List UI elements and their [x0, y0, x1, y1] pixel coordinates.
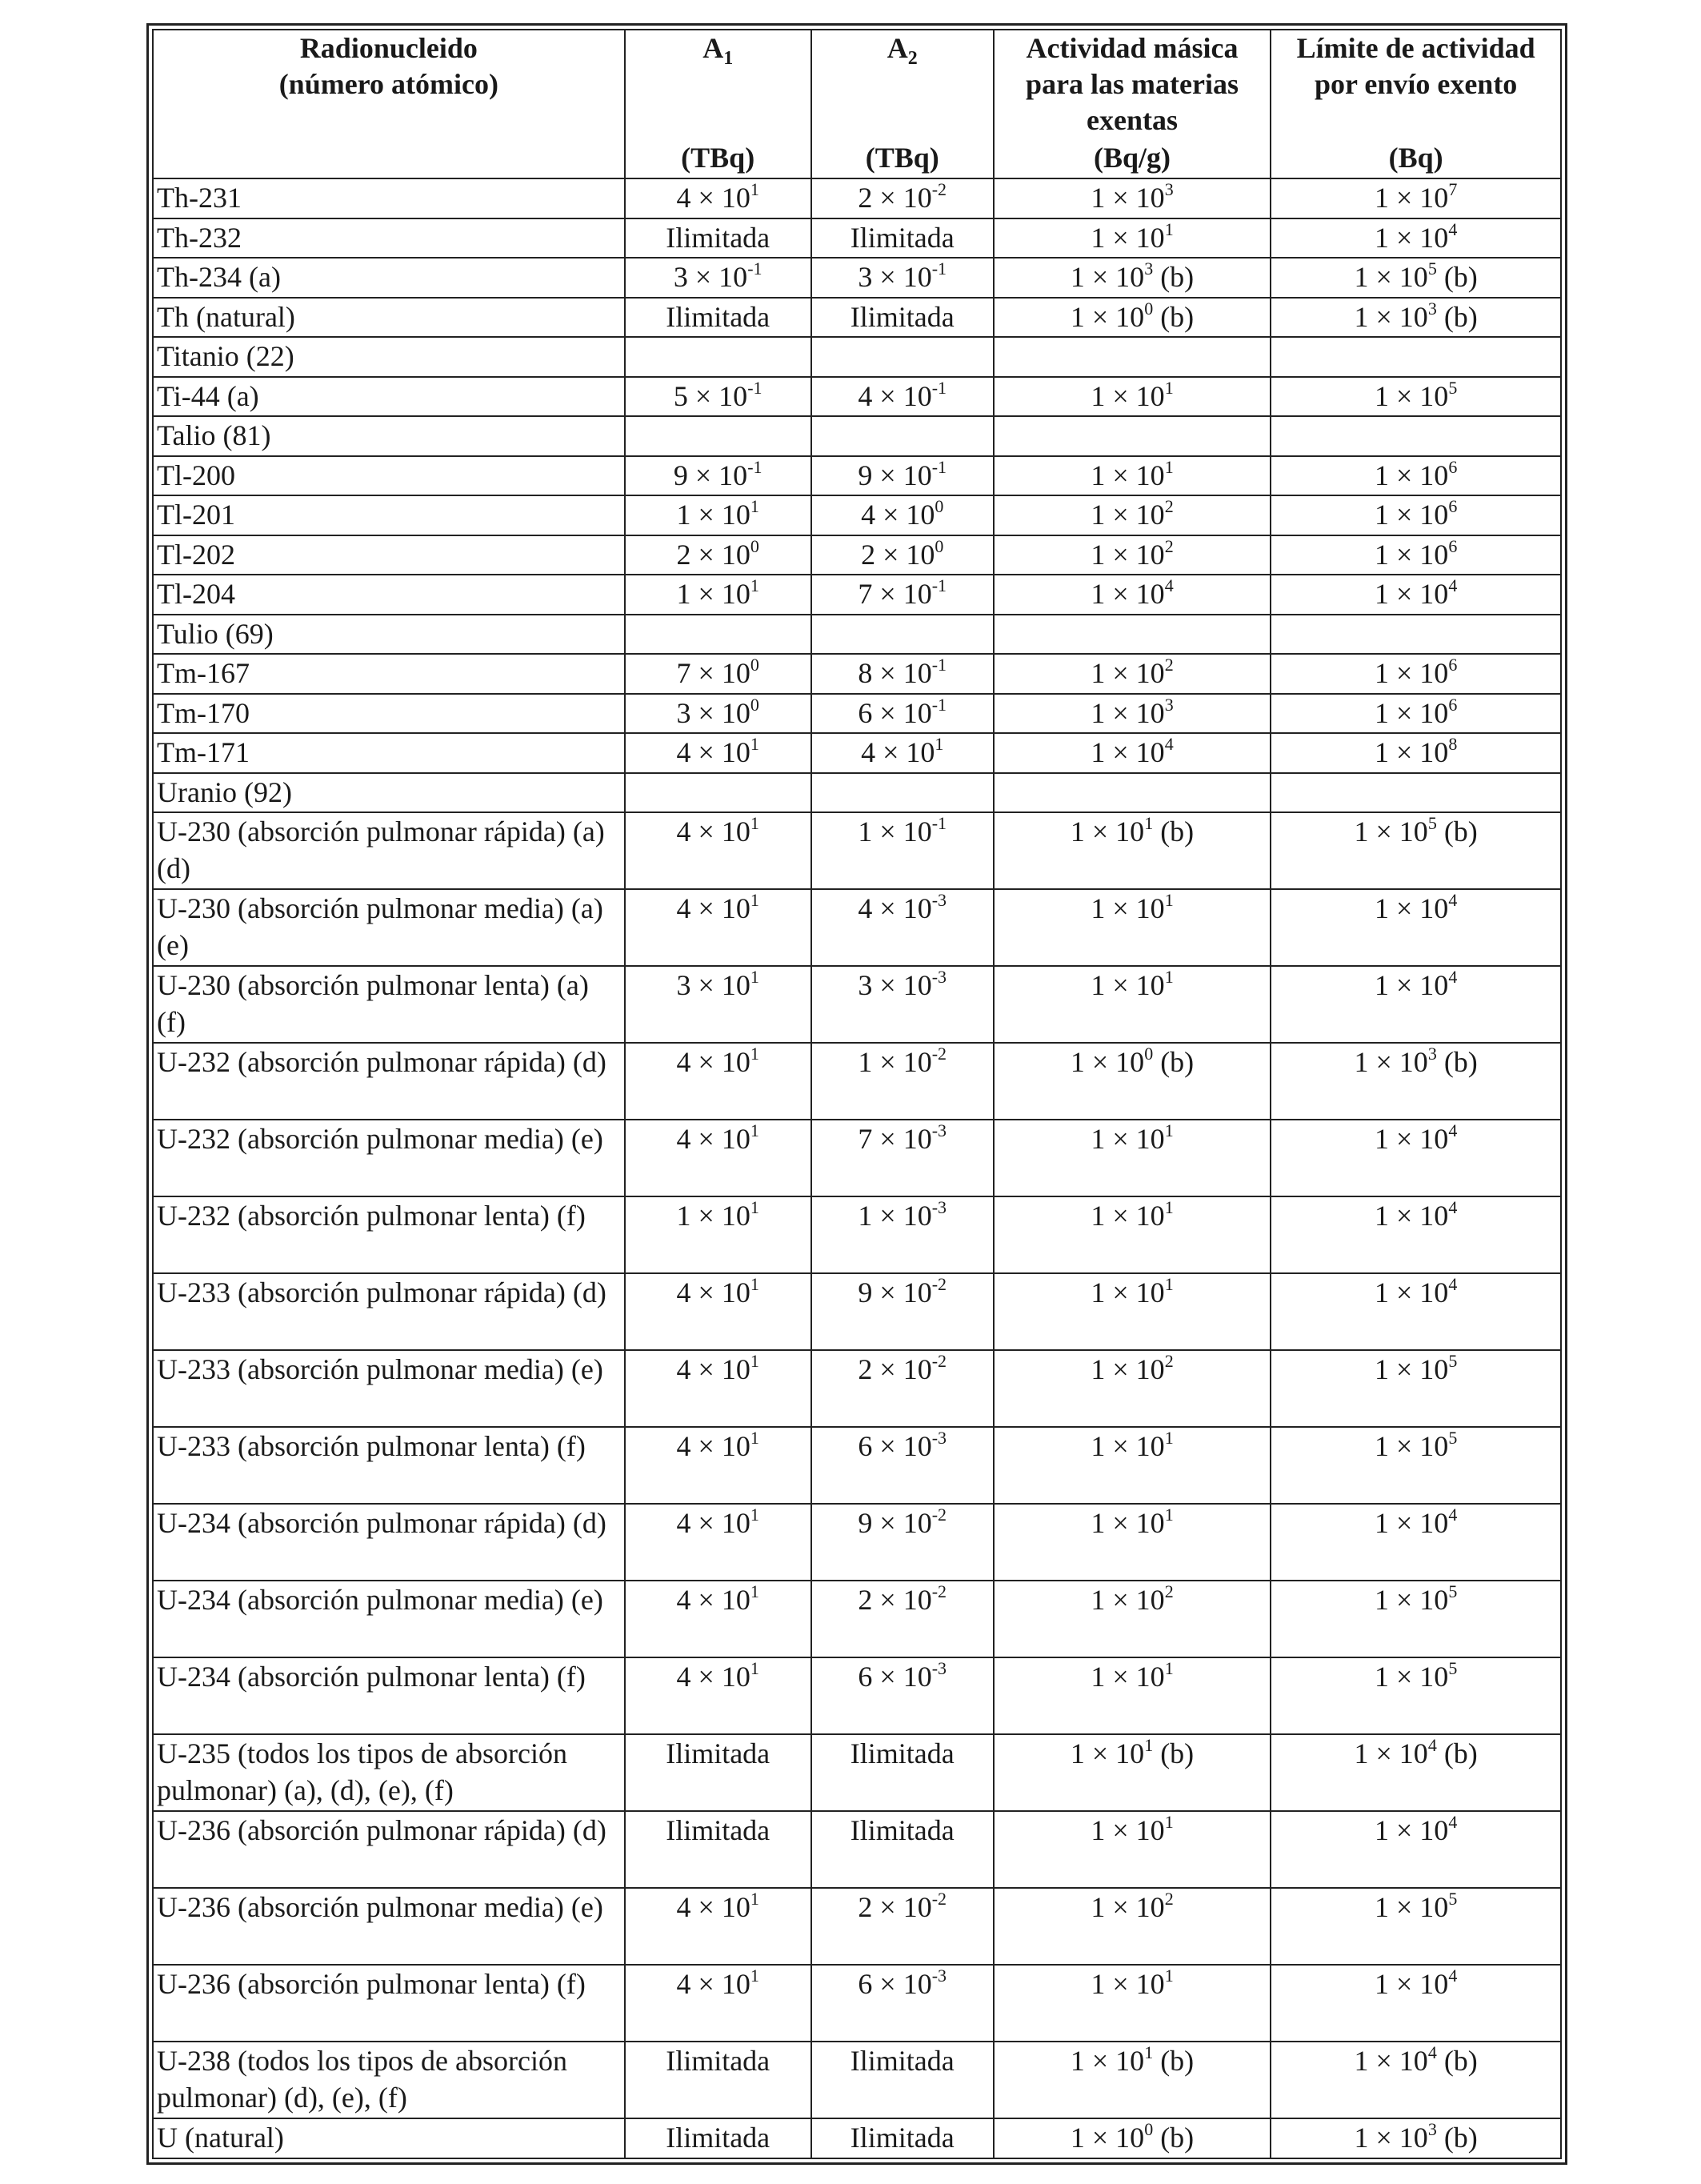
- mass-cell: $1 \times 10^1$: [994, 1427, 1271, 1504]
- table-row: [153, 535, 1561, 575]
- limit-cell: $1 \times 10^6$: [1271, 456, 1561, 496]
- table-row: [153, 575, 1561, 615]
- a2-cell: $4 \times 10^{-3}$: [811, 889, 994, 966]
- radionuclide-cell: Tl-201: [153, 495, 625, 535]
- limit-cell: $1 \times 10^4$: [1271, 889, 1561, 966]
- radionuclide-cell: U-234 (absorción pulmonar lenta) (f): [153, 1657, 625, 1734]
- a2-cell: $2 \times 10^{-2}$: [811, 1350, 994, 1427]
- a1-cell: $4 \times 10^1$: [625, 889, 811, 966]
- limit-cell: $1 \times 10^5$: [1271, 1427, 1561, 1504]
- mass-cell: $1 \times 10^1$ (b): [994, 812, 1271, 889]
- table-row: [153, 1273, 1561, 1350]
- radionuclide-cell: U-236 (absorción pulmonar media) (e): [153, 1888, 625, 1965]
- a2-cell: $2 \times 10^{-2}$: [811, 1581, 994, 1657]
- limit-cell: $1 \times 10^5$: [1271, 1888, 1561, 1965]
- table-row: [153, 178, 1561, 218]
- table-row: [153, 1811, 1561, 1888]
- table-row: [153, 1888, 1561, 1965]
- a1-cell: $4 \times 10^1$: [625, 1581, 811, 1657]
- radionuclide-cell: Tl-204: [153, 575, 625, 615]
- header-mass-activity: [994, 30, 1271, 178]
- mass-cell: $1 \times 10^1$: [994, 966, 1271, 1043]
- a1-cell: $4 \times 10^1$: [625, 1965, 811, 2042]
- header-radionuclide-title: Radionucleido (número atómico): [278, 32, 498, 100]
- limit-cell: $1 \times 10^4$: [1271, 1965, 1561, 2042]
- a1-cell: $4 \times 10^1$: [625, 1350, 811, 1427]
- a2-cell: $3 \times 10^{-3}$: [811, 966, 994, 1043]
- limit-cell: [1271, 615, 1561, 655]
- radionuclide-cell: Tm-170: [153, 694, 625, 734]
- radionuclide-cell: Ti-44 (a): [153, 377, 625, 417]
- radionuclide-cell: U-234 (absorción pulmonar rápida) (d): [153, 1504, 625, 1581]
- a1-cell: $1 \times 10^1$: [625, 1196, 811, 1273]
- a2-cell: $2 \times 10^0$: [811, 535, 994, 575]
- a1-cell: Ilimitada: [625, 1734, 811, 1811]
- radionuclide-cell: Th-231: [153, 178, 625, 218]
- radionuclide-cell: U-238 (todos los tipos de absorción pulmonar) (d), (e), (f): [153, 2042, 625, 2118]
- mass-cell: $1 \times 10^1$ (b): [994, 2042, 1271, 2118]
- table-row: [153, 966, 1561, 1043]
- limit-cell: $1 \times 10^4$: [1271, 1504, 1561, 1581]
- a1-cell: $4 \times 10^1$: [625, 733, 811, 773]
- limit-cell: $1 \times 10^5$: [1271, 377, 1561, 417]
- radionuclide-cell: U-232 (absorción pulmonar lenta) (f): [153, 1196, 625, 1273]
- a1-cell: $4 \times 10^1$: [625, 1888, 811, 1965]
- table-row: [153, 812, 1561, 889]
- a2-cell: [811, 615, 994, 655]
- radionuclide-cell: U-230 (absorción pulmonar lenta) (a) (f): [153, 966, 625, 1043]
- a1-cell: $4 \times 10^1$: [625, 178, 811, 218]
- limit-cell: $1 \times 10^5$ (b): [1271, 812, 1561, 889]
- radionuclide-cell: Th-232: [153, 218, 625, 258]
- header-a1-title: $A_1$: [702, 32, 734, 70]
- table-row: [153, 1350, 1561, 1427]
- mass-cell: $1 \times 10^1$: [994, 1273, 1271, 1350]
- mass-cell: $1 \times 10^4$: [994, 575, 1271, 615]
- a1-cell: [625, 337, 811, 377]
- header-a1-unit: (TBq): [681, 142, 755, 174]
- header-row: [153, 30, 1561, 178]
- radionuclide-cell: Talio (81): [153, 416, 625, 456]
- radionuclide-cell: U (natural): [153, 2118, 625, 2158]
- limit-cell: [1271, 337, 1561, 377]
- limit-cell: $1 \times 10^4$: [1271, 1120, 1561, 1196]
- table-row: [153, 1965, 1561, 2042]
- limit-cell: $1 \times 10^5$: [1271, 1350, 1561, 1427]
- table-row: [153, 1043, 1561, 1120]
- a2-cell: Ilimitada: [811, 1734, 994, 1811]
- limit-cell: $1 \times 10^4$: [1271, 966, 1561, 1043]
- a1-cell: $4 \times 10^1$: [625, 1427, 811, 1504]
- radionuclide-cell: Uranio (92): [153, 773, 625, 813]
- table-row: [153, 1196, 1561, 1273]
- mass-cell: $1 \times 10^1$ (b): [994, 1734, 1271, 1811]
- header-activity-limit-unit: (Bq): [1388, 142, 1443, 174]
- mass-cell: $1 \times 10^2$: [994, 654, 1271, 694]
- a2-cell: Ilimitada: [811, 2042, 994, 2118]
- a1-cell: [625, 416, 811, 456]
- limit-cell: $1 \times 10^6$: [1271, 535, 1561, 575]
- mass-cell: $1 \times 10^1$: [994, 1811, 1271, 1888]
- limit-cell: $1 \times 10^4$ (b): [1271, 2042, 1561, 2118]
- mass-cell: $1 \times 10^0$ (b): [994, 2118, 1271, 2158]
- mass-cell: $1 \times 10^2$: [994, 495, 1271, 535]
- a1-cell: $4 \times 10^1$: [625, 1504, 811, 1581]
- a1-cell: Ilimitada: [625, 298, 811, 338]
- a2-cell: $3 \times 10^{-1}$: [811, 258, 994, 298]
- a2-cell: [811, 337, 994, 377]
- radionuclide-cell: U-234 (absorción pulmonar media) (e): [153, 1581, 625, 1657]
- mass-cell: $1 \times 10^2$: [994, 1350, 1271, 1427]
- table-row: [153, 298, 1561, 338]
- header-a2-title: $A_2$: [887, 32, 918, 70]
- radionuclide-cell: U-230 (absorción pulmonar media) (a) (e): [153, 889, 625, 966]
- mass-cell: [994, 416, 1271, 456]
- a2-cell: $4 \times 10^{-1}$: [811, 377, 994, 417]
- a1-cell: Ilimitada: [625, 2042, 811, 2118]
- a2-cell: $9 \times 10^{-1}$: [811, 456, 994, 496]
- a1-cell: $1 \times 10^1$: [625, 575, 811, 615]
- mass-cell: $1 \times 10^3$ (b): [994, 258, 1271, 298]
- a2-cell: $1 \times 10^{-3}$: [811, 1196, 994, 1273]
- mass-cell: $1 \times 10^1$: [994, 1965, 1271, 2042]
- mass-cell: $1 \times 10^3$: [994, 694, 1271, 734]
- mass-cell: $1 \times 10^0$ (b): [994, 1043, 1271, 1120]
- radionuclide-cell: U-235 (todos los tipos de absorción pulmonar) (a), (d), (e), (f): [153, 1734, 625, 1811]
- a1-cell: $4 \times 10^1$: [625, 1120, 811, 1196]
- mass-cell: $1 \times 10^1$: [994, 1657, 1271, 1734]
- radionuclide-cell: Th-234 (a): [153, 258, 625, 298]
- a2-cell: $6 \times 10^{-3}$: [811, 1965, 994, 2042]
- radionuclide-cell: Tl-202: [153, 535, 625, 575]
- a1-cell: Ilimitada: [625, 1811, 811, 1888]
- a2-cell: $6 \times 10^{-3}$: [811, 1657, 994, 1734]
- table-row: [153, 1581, 1561, 1657]
- table-row: [153, 1734, 1561, 1811]
- a2-cell: $6 \times 10^{-3}$: [811, 1427, 994, 1504]
- header-activity-limit-title: Límite de actividad por envío exento: [1296, 32, 1535, 100]
- table-row: [153, 733, 1561, 773]
- mass-cell: [994, 615, 1271, 655]
- limit-cell: $1 \times 10^5$: [1271, 1657, 1561, 1734]
- a1-cell: $3 \times 10^1$: [625, 966, 811, 1043]
- a1-cell: $9 \times 10^{-1}$: [625, 456, 811, 496]
- a1-cell: Ilimitada: [625, 2118, 811, 2158]
- table-row: [153, 2118, 1561, 2158]
- table-row: [153, 495, 1561, 535]
- limit-cell: $1 \times 10^5$ (b): [1271, 258, 1561, 298]
- mass-cell: [994, 337, 1271, 377]
- limit-cell: $1 \times 10^6$: [1271, 654, 1561, 694]
- mass-cell: $1 \times 10^1$: [994, 889, 1271, 966]
- limit-cell: [1271, 416, 1561, 456]
- mass-cell: [994, 773, 1271, 813]
- header-a2: [811, 30, 994, 178]
- table-row: [153, 889, 1561, 966]
- table-row: [153, 1657, 1561, 1734]
- limit-cell: $1 \times 10^3$ (b): [1271, 1043, 1561, 1120]
- mass-cell: $1 \times 10^0$ (b): [994, 298, 1271, 338]
- a1-cell: $4 \times 10^1$: [625, 1657, 811, 1734]
- mass-cell: $1 \times 10^4$: [994, 733, 1271, 773]
- a1-cell: $4 \times 10^1$: [625, 1043, 811, 1120]
- header-radionuclide: [153, 30, 625, 178]
- a1-cell: $1 \times 10^1$: [625, 495, 811, 535]
- radionuclide-cell: U-232 (absorción pulmonar media) (e): [153, 1120, 625, 1196]
- table-row: [153, 1504, 1561, 1581]
- mass-cell: $1 \times 10^1$: [994, 218, 1271, 258]
- header-mass-activity-title: Actividad másica para las materias exentas: [1026, 32, 1239, 136]
- radionuclide-cell: U-236 (absorción pulmonar rápida) (d): [153, 1811, 625, 1888]
- radionuclide-cell: U-230 (absorción pulmonar rápida) (a) (d): [153, 812, 625, 889]
- table-row: [153, 377, 1561, 417]
- limit-cell: $1 \times 10^4$: [1271, 218, 1561, 258]
- a2-cell: $7 \times 10^{-3}$: [811, 1120, 994, 1196]
- table-row: [153, 258, 1561, 298]
- limit-cell: $1 \times 10^7$: [1271, 178, 1561, 218]
- a1-cell: $4 \times 10^1$: [625, 812, 811, 889]
- header-mass-activity-unit: (Bq/g): [1094, 142, 1171, 174]
- table-row: [153, 694, 1561, 734]
- radionuclide-cell: Tulio (69): [153, 615, 625, 655]
- limit-cell: $1 \times 10^4$ (b): [1271, 1734, 1561, 1811]
- radionuclide-cell: Th (natural): [153, 298, 625, 338]
- table-row: [153, 615, 1561, 655]
- mass-cell: $1 \times 10^2$: [994, 535, 1271, 575]
- radionuclide-cell: U-233 (absorción pulmonar rápida) (d): [153, 1273, 625, 1350]
- limit-cell: $1 \times 10^3$ (b): [1271, 2118, 1561, 2158]
- a1-cell: Ilimitada: [625, 218, 811, 258]
- mass-cell: $1 \times 10^1$: [994, 1120, 1271, 1196]
- limit-cell: $1 \times 10^8$: [1271, 733, 1561, 773]
- a2-cell: Ilimitada: [811, 298, 994, 338]
- a2-cell: $4 \times 10^0$: [811, 495, 994, 535]
- a1-cell: $7 \times 10^0$: [625, 654, 811, 694]
- table-row: [153, 1427, 1561, 1504]
- limit-cell: $1 \times 10^4$: [1271, 1196, 1561, 1273]
- limit-cell: $1 \times 10^4$: [1271, 575, 1561, 615]
- a2-cell: $4 \times 10^1$: [811, 733, 994, 773]
- a1-cell: $4 \times 10^1$: [625, 1273, 811, 1350]
- a2-cell: $1 \times 10^{-2}$: [811, 1043, 994, 1120]
- radionuclide-cell: U-232 (absorción pulmonar rápida) (d): [153, 1043, 625, 1120]
- table-row: [153, 654, 1561, 694]
- a1-cell: $5 \times 10^{-1}$: [625, 377, 811, 417]
- a2-cell: $8 \times 10^{-1}$: [811, 654, 994, 694]
- mass-cell: $1 \times 10^1$: [994, 377, 1271, 417]
- a2-cell: Ilimitada: [811, 218, 994, 258]
- table-row: [153, 337, 1561, 377]
- mass-cell: $1 \times 10^2$: [994, 1888, 1271, 1965]
- a1-cell: $2 \times 10^0$: [625, 535, 811, 575]
- radionuclide-cell: Titanio (22): [153, 337, 625, 377]
- radionuclide-cell: U-233 (absorción pulmonar lenta) (f): [153, 1427, 625, 1504]
- table-row: [153, 456, 1561, 496]
- radionuclide-cell: Tl-200: [153, 456, 625, 496]
- header-activity-limit: [1271, 30, 1561, 178]
- radionuclide-table: [152, 29, 1562, 2159]
- a2-cell: [811, 773, 994, 813]
- a1-cell: [625, 773, 811, 813]
- a1-cell: $3 \times 10^0$: [625, 694, 811, 734]
- table-row: [153, 1120, 1561, 1196]
- mass-cell: $1 \times 10^2$: [994, 1581, 1271, 1657]
- radionuclide-cell: Tm-171: [153, 733, 625, 773]
- a2-cell: $2 \times 10^{-2}$: [811, 1888, 994, 1965]
- table-row: [153, 773, 1561, 813]
- header-a1: [625, 30, 811, 178]
- a2-cell: $9 \times 10^{-2}$: [811, 1504, 994, 1581]
- limit-cell: [1271, 773, 1561, 813]
- table-row: [153, 218, 1561, 258]
- a1-cell: $3 \times 10^{-1}$: [625, 258, 811, 298]
- a2-cell: Ilimitada: [811, 1811, 994, 1888]
- limit-cell: $1 \times 10^4$: [1271, 1811, 1561, 1888]
- a2-cell: $7 \times 10^{-1}$: [811, 575, 994, 615]
- mass-cell: $1 \times 10^1$: [994, 456, 1271, 496]
- mass-cell: $1 \times 10^1$: [994, 1504, 1271, 1581]
- header-a2-unit: (TBq): [865, 142, 939, 174]
- limit-cell: $1 \times 10^6$: [1271, 495, 1561, 535]
- table-row: [153, 2042, 1561, 2118]
- radionuclide-cell: U-236 (absorción pulmonar lenta) (f): [153, 1965, 625, 2042]
- a2-cell: Ilimitada: [811, 2118, 994, 2158]
- table-row: [153, 416, 1561, 456]
- mass-cell: $1 \times 10^3$: [994, 178, 1271, 218]
- radionuclide-cell: U-233 (absorción pulmonar media) (e): [153, 1350, 625, 1427]
- a1-cell: [625, 615, 811, 655]
- limit-cell: $1 \times 10^4$: [1271, 1273, 1561, 1350]
- limit-cell: $1 \times 10^5$: [1271, 1581, 1561, 1657]
- a2-cell: $2 \times 10^{-2}$: [811, 178, 994, 218]
- limit-cell: $1 \times 10^3$ (b): [1271, 298, 1561, 338]
- a2-cell: $6 \times 10^{-1}$: [811, 694, 994, 734]
- radionuclide-cell: Tm-167: [153, 654, 625, 694]
- a2-cell: $1 \times 10^{-1}$: [811, 812, 994, 889]
- a2-cell: $9 \times 10^{-2}$: [811, 1273, 994, 1350]
- mass-cell: $1 \times 10^1$: [994, 1196, 1271, 1273]
- limit-cell: $1 \times 10^6$: [1271, 694, 1561, 734]
- a2-cell: [811, 416, 994, 456]
